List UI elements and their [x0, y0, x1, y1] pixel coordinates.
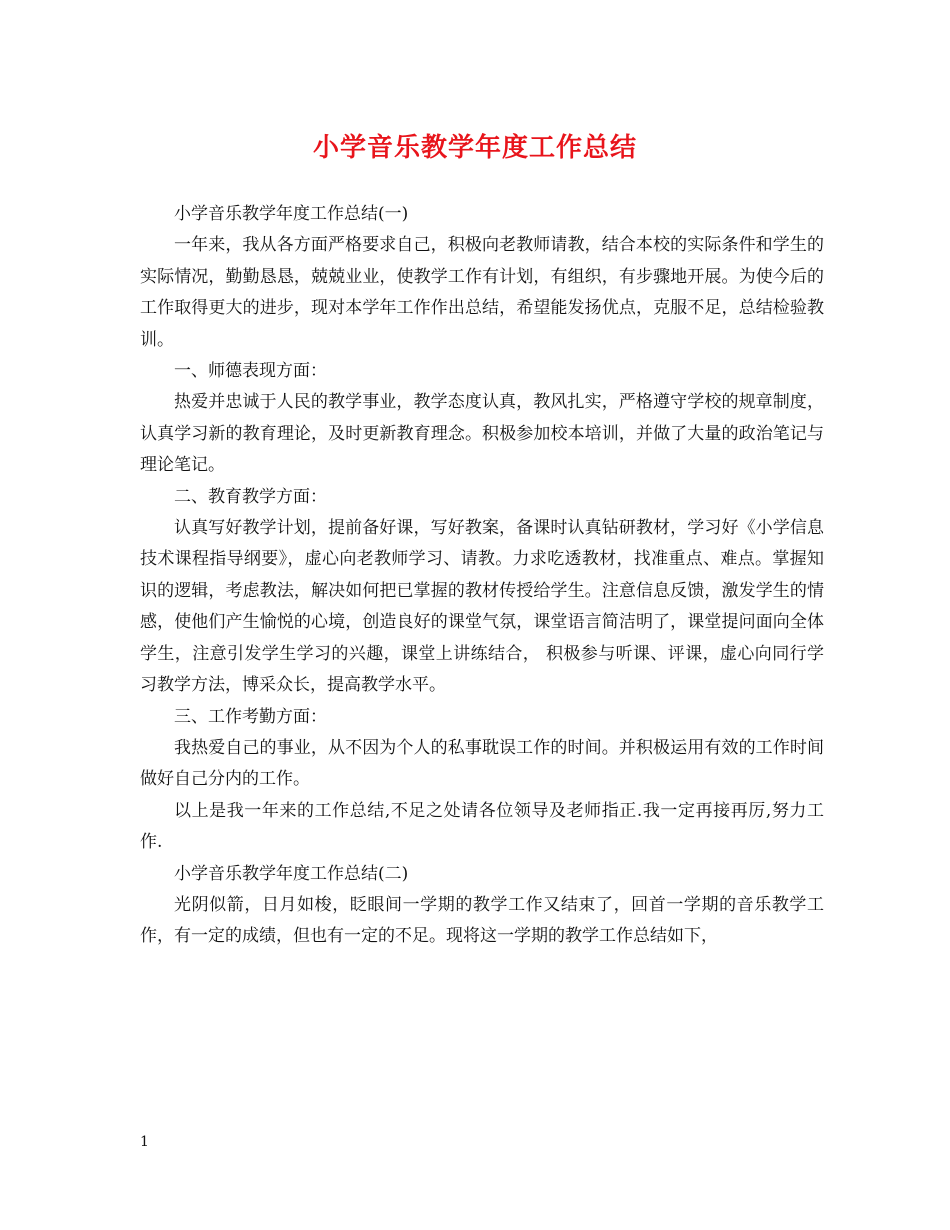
- section-heading-one: 小学音乐教学年度工作总结(一): [174, 204, 409, 224]
- document-title: 小学音乐教学年度工作总结: [312, 133, 637, 163]
- paragraph: 认真写好教学计划，提前备好课，写好教案，备课时认真钻研教材，学习好《小学信息技术课程指导纲要》，虚心向老教师学习、请教。力求吃透教材，找准重点、难点。掌握知识的逻辑，考虑教法，解决如何把已掌握的教材传授给学生。注意信息反馈，激发学生的情感，使他们产生愉悦的心境，创造良好的课堂气氛，课堂语言简洁明了，课堂提问面向全体学生，注意引发学生学习的兴趣，课堂上讲练结合， 积极参与听课、评课，虚心向同行学习教学方法，博采众长，提高教学水平。: [140, 518, 824, 696]
- paragraph: 热爱并忠诚于人民的教学事业，教学态度认真，教风扎实，严格遵守学校的规章制度，认真学习新的教育理论，及时更新教育理念。积极参加校本培训，并做了大量的政治笔记与理论笔记。: [140, 392, 824, 476]
- paragraph: 我热爱自己的事业，从不因为个人的私事耽误工作的时间。并积极运用有效的工作时间做好自己分内的工作。: [140, 737, 824, 790]
- subsection-heading: 一、师德表现方面：: [174, 361, 327, 382]
- subsection-heading: 三、工作考勤方面：: [174, 706, 327, 727]
- section-heading-two: 小学音乐教学年度工作总结(二): [174, 863, 409, 884]
- paragraph: 一年来，我从各方面严格要求自己，积极向老教师请教，结合本校的实际条件和学生的实际情况，勤勤恳恳，兢兢业业，使教学工作有计划，有组织，有步骤地开展。为使今后的工作取得更大的进步，现对本学年工作作出总结，希望能发扬优点，克服不足，总结检验教训。: [140, 235, 824, 350]
- page-number: 1: [140, 1134, 149, 1150]
- document-body: [140, 199, 824, 953]
- paragraph: 光阴似箭，日月如梭，眨眼间一学期的教学工作又结束了，回首一学期的音乐教学工作，有一定的成绩，但也有一定的不足。现将这一学期的教学工作总结如下，: [140, 894, 824, 947]
- paragraph: 以上是我一年来的工作总结,不足之处请各位领导及老师指正.我一定再接再厉,努力工作.: [140, 800, 824, 853]
- subsection-heading: 二、教育教学方面：: [174, 486, 327, 507]
